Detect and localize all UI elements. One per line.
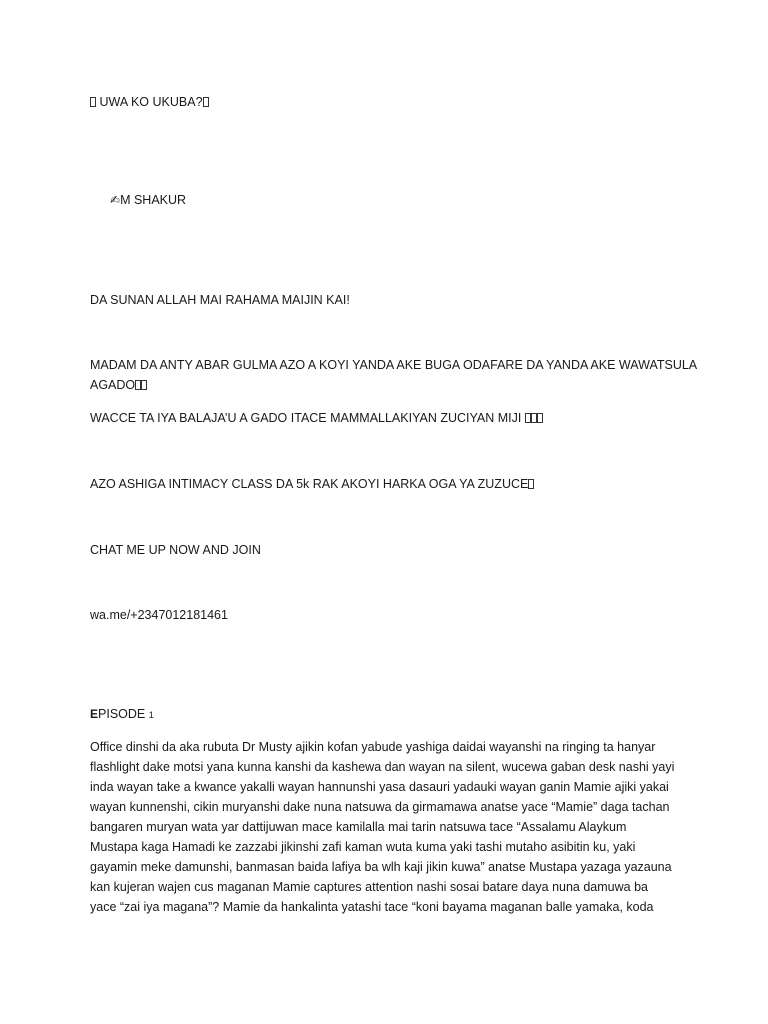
author-line — [110, 190, 186, 210]
paragraph-line: kan kujeran wajen cus maganan Mamie captures attention nashi sosai batare daya nuna damuwa ba — [90, 880, 648, 894]
chat-line: CHAT ME UP NOW AND JOIN — [90, 543, 261, 557]
missing-glyph-icon — [537, 411, 543, 425]
paragraph-line: wayan kunnenshi, cikin muryanshi dake nuna natsuwa da girmamawa anatse yace “Mamie” daga tachan — [90, 800, 670, 814]
whatsapp-link[interactable]: wa.me/+2347012181461 — [90, 608, 228, 622]
episode-number: 1 — [148, 710, 154, 720]
author-name: M SHAKUR — [120, 193, 187, 207]
story-paragraph — [90, 737, 690, 917]
missing-glyph-icon — [528, 477, 534, 491]
title-line: UWA KO UKUBA? — [90, 92, 209, 112]
madam-line-1: MADAM DA ANTY ABAR GULMA AZO A KOYI YANDA AKE BUGA ODAFARE DA YANDA AKE WAWATSULA — [90, 358, 698, 372]
paragraph-line: bangaren muryan wata yar dattijuwan mace kamilalla mai tarin natsuwa tace “Assalamu Alaykum — [90, 820, 627, 834]
azo-line: AZO ASHIGA INTIMACY CLASS DA 5k RAK AKOYI HARKA OGA YA ZUZUCE — [90, 474, 534, 494]
paragraph-line: inda wayan take a kwance yakalli wayan hannunshi yasa dasauri yadauki wayan ganin Mamie ajiki yakai — [90, 780, 669, 794]
episode-initial: E — [90, 707, 99, 721]
paragraph-line: gayamin meke damunshi, banmasan baida lafiya ba wlh kaji jikin kuwa” anatse Mustapa yazaga yazauna — [90, 860, 672, 874]
paragraph-line: Mustapa kaga Hamadi ke zazzabi jikinshi zafi kaman wuta kuma yaki tashi mutaho asibitin ku, yaki — [90, 840, 636, 854]
episode-label: PISODE — [98, 707, 146, 721]
paragraph-line: flashlight dake motsi yana kunna kanshi da kashewa dan wayan na silent, wucewa gaban desk nashi yayi — [90, 760, 675, 774]
missing-glyph-icon — [141, 378, 147, 392]
missing-glyph-icon — [90, 95, 96, 109]
wacce-line: WACCE TA IYA BALAJA’U A GADO ITACE MAMMALLAKIYAN ZUCIYAN MIJI — [90, 408, 543, 428]
missing-glyph-icon — [203, 95, 209, 109]
greeting-line: DA SUNAN ALLAH MAI RAHAMA MAIJIN KAI! — [90, 293, 350, 307]
episode-heading — [90, 704, 154, 725]
paragraph-line: yace “zai iya magana”? Mamie da hankalinta yatashi tace “koni bayama maganan balle yamaka, koda — [90, 900, 654, 914]
writing-hand-icon: ✍ — [110, 193, 121, 207]
madam-line-2: AGADO — [90, 375, 147, 395]
paragraph-line: Office dinshi da aka rubuta Dr Musty ajikin kofan yabude yashiga daidai wayanshi na ringing ta hanyar — [90, 740, 656, 754]
